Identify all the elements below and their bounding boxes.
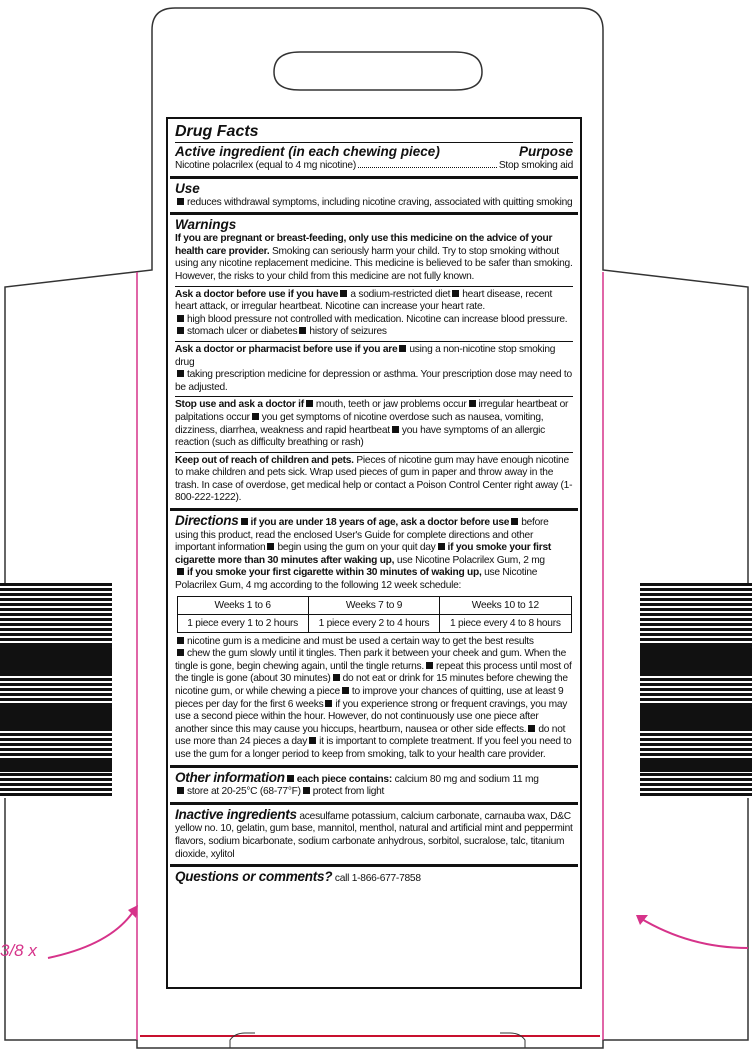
phone-number: call 1-866-677-7858 [334,873,421,885]
active-ingredient-name: Nicotine polacrilex (equal to 4 mg nicotine) [175,160,356,171]
ask-doctor-warning: Ask a doctor before use if you have a sodium-restricted diet heart disease, recent heart attack, or irregular heartbeat. Nicotine can increase your heart rate. high blood pressure not controlled with medication. Nicotine can increase blood pressure. stomach ulcer or diabetes history of seizures [175,286,573,339]
active-ingredient-heading: Active ingredient (in each chewing piece) [175,144,440,159]
inactive-ingredients-section: Inactive ingredients acesulfame potassium, calcium carbonate, carnauba wax, D&C yellow no. 10, gelatin, gum base, mannitol, menthol, natural and artificial mint and peppermint flavors, sodium bicarbonate, sodium carbonate anhydrous, sorbitol, sucralose, talc, titanium dioxide, xylitol [170,805,578,867]
keep-out-of-reach-warning: Keep out of reach of children and pets. Pieces of nicotine gum may have enough nicotine to make children and pets sick. Wrap used pieces of gum in paper and throw away in the trash. In case of overdose, get medical help or contact a Poison Control Center right away (1-800-222-1222). [175,452,573,505]
purpose-heading: Purpose [518,144,573,159]
bullet-square [252,413,259,420]
directions-section: Directions if you are under 18 years of age, ask a doctor before use before using this product, read the enclosed User's Guide for complete directions and other important information begin using the gum on your quit day if you smoke your first cigarette more than 30 minutes after waking up, use Nicotine Polacrilex Gum, 2 mg if you smoke your first cigarette within 30 minutes of waking up, use Nicotine Polacrilex Gum, 4 mg according to the following 12 week schedule: Weeks 1 to 6 Weeks 7 to 9 Weeks 10 to 12 1 piece every 1 to 2 hours 1 piece every 2 to 4 hours 1 piece every 4 to 8 hours nicotine gum is a medicine and must be used a certain way to get the best results chew the gum slowly until it tingles. Then park it between your cheek and gum. When the tingle is gone, begin chewing again, until the tingle returns. repeat this process until most of the tingle is gone (about 30 minutes) do not eat or drink for 15 minutes before chewing the nicotine gum, or while chewing a piece to improve your chances of quitting, use at least 9 pieces per day for the first 6 weeks if you experience strong or frequent cravings, you may use a second piece within the hour. However, do not continuously use one piece after another since this may cause you hiccups, heartburn, nausea or other side effects. do not use more than 24 pieces a day it is important to complete treatment. If you feel you need to use the gum for a longer period to keep from smoking, talk to your health care provider. [170,511,578,768]
bullet-square [342,687,349,694]
barcode-left [0,583,112,798]
bullet-square [177,568,184,575]
inactive-ingredients-heading: Inactive ingredients [175,806,297,822]
bullet-square [309,737,316,744]
use-section [170,179,578,216]
bullet-square [287,775,294,782]
other-information-heading: Other information [175,769,285,785]
bullet-square [340,290,347,297]
bullet-square [177,315,184,322]
bullet-square [452,290,459,297]
questions-section [170,867,578,889]
bullet-square [392,426,399,433]
bullet-square [177,637,184,644]
table-row: Weeks 1 to 6 Weeks 7 to 9 Weeks 10 to 12 [177,596,571,614]
bullet-square [177,370,184,377]
bullet-square [325,700,332,707]
bullet-square [511,518,518,525]
use-heading: Use [175,180,200,196]
hang-hole [274,52,482,90]
dosing-schedule-table [177,596,572,633]
warnings-heading: Warnings [175,217,237,233]
active-ingredient-section [170,121,578,179]
table-row: 1 piece every 1 to 2 hours 1 piece every 2 to 4 hours 1 piece every 4 to 8 hours [177,614,571,632]
dimension-arrow-left [48,912,133,958]
directions-heading: Directions [175,513,239,529]
drug-facts-title: Drug Facts [175,123,259,140]
dimension-arrow-right [640,918,748,948]
bullet-square [469,400,476,407]
pregnancy-warning: If you are pregnant or breast-feeding, only use this medicine on the advice of your health care provider. Smoking can seriously harm your child. Try to stop smoking without using any nicotine replacement medicine. This medicine is believed to be safer than smoking. However, the risks to your child from this medicine are not fully known. [175,233,573,282]
dimension-arrowhead-right [636,915,648,925]
bullet-square [399,345,406,352]
purpose-value: Stop smoking aid [498,160,573,171]
leader-dots [358,167,497,168]
bullet-square [177,787,184,794]
bullet-square [303,787,310,794]
barcode-right [640,583,752,798]
bullet-square [438,543,445,550]
bullet-square [241,518,248,525]
drug-facts-panel [166,117,582,989]
warnings-section [170,215,578,511]
bullet-square [267,543,274,550]
bullet-square [426,662,433,669]
bullet-square [299,327,306,334]
bullet-square [177,327,184,334]
other-information-section: Other information each piece contains: calcium 80 mg and sodium 11 mg store at 20-25°C (68-77°F) protect from light [170,768,578,805]
bullet-square [528,725,535,732]
questions-heading: Questions or comments? [175,869,333,885]
bullet-square [306,400,313,407]
dimension-label: 3/8 x [0,941,37,960]
bullet-square [177,649,184,656]
bullet-square [177,198,184,205]
bullet-square [333,674,340,681]
stop-use-warning: Stop use and ask a doctor if mouth, teeth or jaw problems occur irregular heartbeat or palpitations occur you get symptoms of nicotine overdose such as nausea, vomiting, dizziness, diarrhea, weakness and rapid heartbeat you have symptoms of an allergic reaction (such as difficulty breathing or rash) [175,396,573,449]
use-text: reduces withdrawal symptoms, including nicotine craving, associated with quitting smoking [187,196,573,208]
ask-pharmacist-warning: Ask a doctor or pharmacist before use if you are using a non-nicotine stop smoking drug taking prescription medicine for depression or asthma. Your prescription dose may need to be adjusted. [175,341,573,394]
